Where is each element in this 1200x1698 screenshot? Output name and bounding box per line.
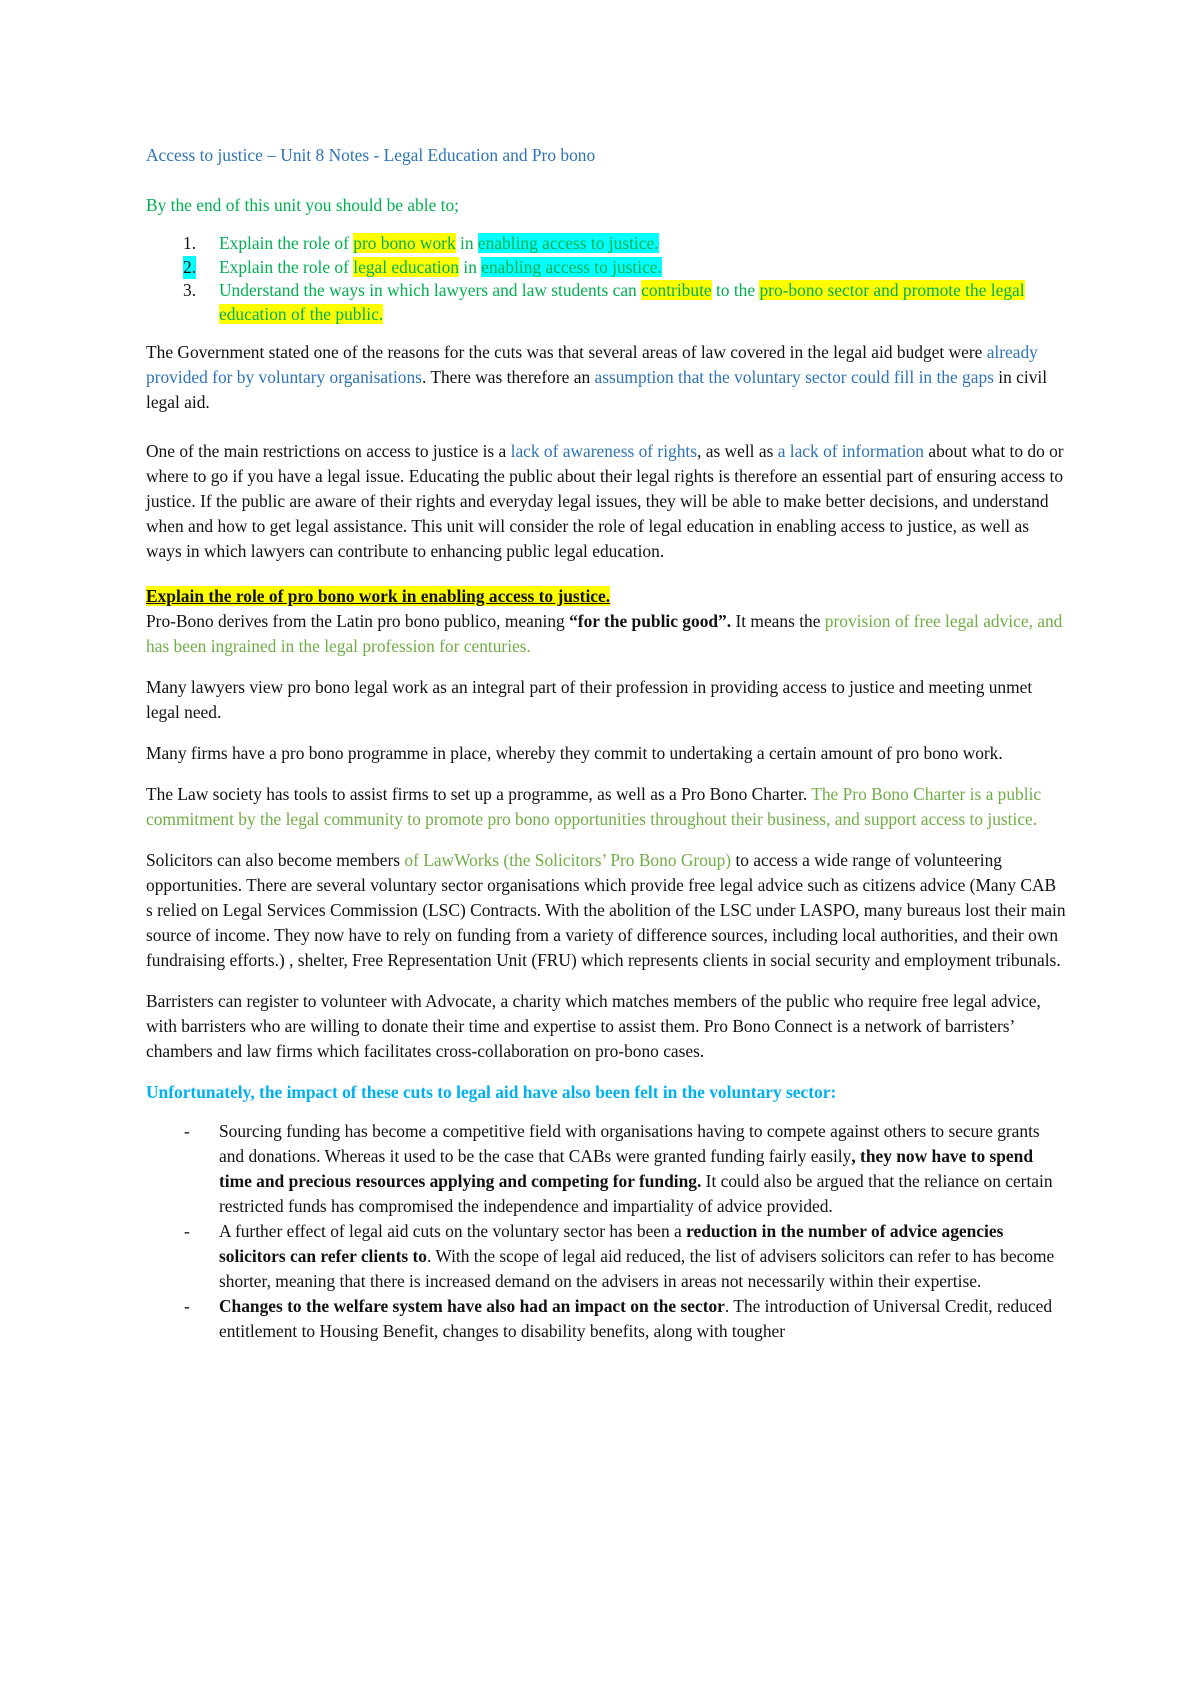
list-number: 3. (183, 280, 197, 300)
list-item: - Sourcing funding has become a competitive field with organisations having to compete against others to secure grants and donations. Whereas it used to be the case that CABs were granted funding fairly easily, they now have to spend time and precious resources applying and competing for funding. It could also be argued that the reliance on certain restricted funds has compromised the independence and impartiality of advice provided. (184, 1121, 1053, 1216)
section-heading-pro-bono: Explain the role of pro bono work in enabling access to justice. (146, 586, 611, 606)
highlight-yellow: pro bono work (353, 233, 456, 253)
highlight-yellow: legal education (353, 256, 460, 277)
objective-item: 3. Understand the ways in which lawyers and law students can contribute to the pro-bono sector and promote the legal education of the public. (183, 280, 1025, 324)
learning-intro: By the end of this unit you should be able to; (146, 195, 459, 215)
list-item: - A further effect of legal aid cuts on the voluntary sector has been a reduction in the number of advice agencies solicitors can refer clients to. With the scope of legal aid reduced, the list of advisers solicitors can refer to has become shorter, meaning that there is increased demand on the advisers in areas not necessarily within their expertise. (184, 1221, 1055, 1291)
paragraph-law-society: The Law society has tools to assist firms to set up a programme, as well as a Pro Bono Charter. The Pro Bono Charter is a public commitment by the legal community to promote pro bono opportunities throughout their business, and support access to justice. (146, 784, 1042, 829)
impact-list (146, 1119, 1066, 1344)
paragraph-lawyers-view: Many lawyers view pro bono legal work as an integral part of their profession in providing access to justice and meeting unmet legal need. (146, 677, 1033, 722)
highlight-yellow: contribute (641, 280, 712, 300)
paragraph-government-cuts: The Government stated one of the reasons for the cuts was that several areas of law covered in the legal aid budget were already provided for by voluntary organisations. There was therefore an assumption that the voluntary sector could fill in the gaps in civil legal aid. (146, 342, 1048, 412)
list-number: 1. (183, 233, 197, 253)
list-number: 2. (183, 256, 196, 280)
section-heading-voluntary-sector: Unfortunately, the impact of these cuts to legal aid have also been felt in the voluntary sector: (146, 1082, 837, 1102)
paragraph-firms-programme: Many firms have a pro bono programme in place, whereby they commit to undertaking a certain amount of pro bono work. (146, 743, 1003, 763)
highlight-cyan: enabling access to justice. (477, 233, 659, 253)
objective-item: 1. Explain the role of pro bono work in enabling access to justice. (146, 232, 1066, 256)
objective-item: 2. Explain the role of legal education in enabling access to justice. (146, 256, 1066, 280)
document-body (146, 143, 1066, 1344)
objectives-list (146, 232, 1066, 326)
list-item: - Changes to the welfare system have also had an impact on the sector. The introduction of Universal Credit, reduced entitlement to Housing Benefit, changes to disability benefits, along with tougher (184, 1296, 1053, 1341)
paragraph-pro-bono-definition: Pro-Bono derives from the Latin pro bono publico, meaning “for the public good”. It means the provision of free legal advice, and has been ingrained in the legal profession for centuries. (146, 611, 1063, 656)
paragraph-barristers: Barristers can register to volunteer with Advocate, a charity which matches members of the public who require free legal advice, with barristers who are willing to donate their time and expertise to assist them. Pro Bono Connect is a network of barristers’ chambers and law firms which facilitates cross-collaboration on pro-bono cases. (146, 991, 1041, 1061)
highlight-yellow: pro-bono sector and promote the legal education of the public. (219, 280, 1025, 324)
highlight-cyan: enabling access to justice. (481, 256, 662, 277)
paragraph-solicitors: Solicitors can also become members of LawWorks (the Solicitors’ Pro Bono Group) to access a wide range of volunteering opportunities. There are several voluntary sector organisations which provide free legal advice such as citizens advice (Many CAB s relied on Legal Services Commission (LSC) Contracts. With the abolition of the LSC under LASPO, many bureaus lost their main source of income. They now have to rely on funding from a variety of difference sources, including local authorities, and their own fundraising efforts.) , shelter, Free Representation Unit (FRU) which represents clients in social security and employment tribunals. (146, 850, 1066, 970)
document-title: Access to justice – Unit 8 Notes - Legal Education and Pro bono (146, 145, 596, 165)
paragraph-restrictions: One of the main restrictions on access to justice is a lack of awareness of rights, as well as a lack of information about what to do or where to go if you have a legal issue. Educating the public about their legal rights is therefore an essential part of ensuring access to justice. If the public are aware of their rights and everyday legal issues, they will be able to make better decisions, and understand when and how to get legal assistance. This unit will consider the role of legal education in enabling access to justice, as well as ways in which lawyers can contribute to enhancing public legal education. (146, 441, 1064, 561)
